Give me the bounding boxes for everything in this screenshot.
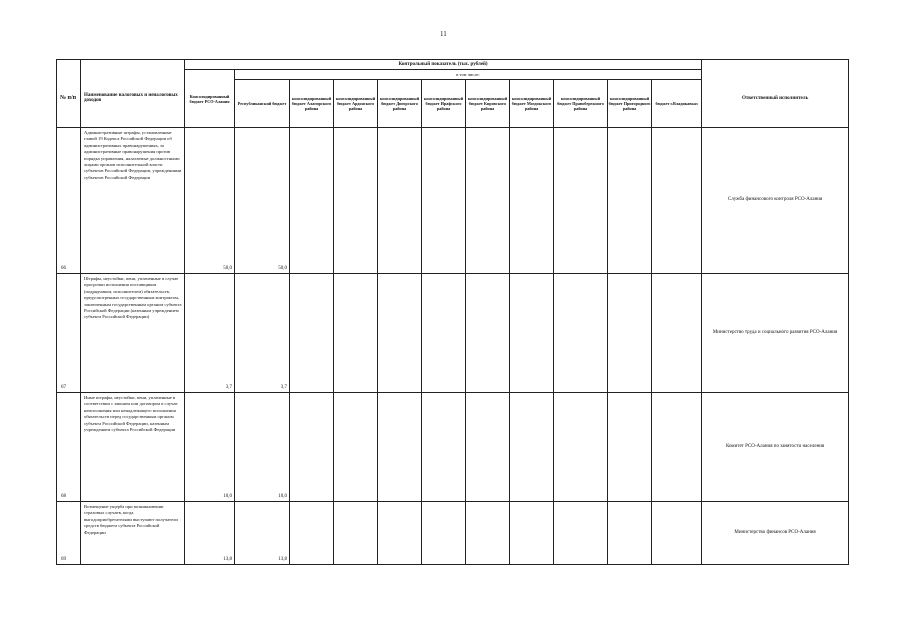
row-consolidated-value: 3,7 — [185, 274, 235, 393]
row-executor: Министерство труда и социального развития РСО-Алания — [702, 274, 849, 393]
table-row — [57, 128, 849, 274]
row-number: 67 — [57, 274, 81, 393]
empty-cell — [290, 393, 334, 502]
empty-cell — [422, 274, 466, 393]
col-prigorod-header: консолидированный бюджет Пригородного района — [608, 80, 652, 128]
empty-cell — [334, 128, 378, 274]
empty-cell — [608, 128, 652, 274]
empty-cell — [554, 502, 608, 565]
col-kirov-header: консолидированный бюджет Кировского района — [466, 80, 510, 128]
empty-cell — [466, 274, 510, 393]
row-number: 66 — [57, 128, 81, 274]
empty-cell — [510, 502, 554, 565]
col-num-header: № п/п — [57, 70, 81, 128]
row-republic-value: 10,0 — [235, 393, 290, 502]
table-row — [57, 274, 849, 393]
page-number: 11 — [440, 30, 447, 38]
row-revenue-name: Иные штрафы, неустойки, пени, уплаченные в соответствии с законом или договором в случае неисполнения или ненадлежащего исполнения обязательств перед государственным органом субъекта Российской Федерации, казенным учреждением субъекта Российской Федерации — [81, 393, 185, 502]
empty-cell — [378, 274, 422, 393]
empty-cell — [290, 502, 334, 565]
empty-cell — [554, 274, 608, 393]
col-num-header-top — [57, 60, 81, 70]
row-consolidated-value: 50,0 — [185, 128, 235, 274]
row-republic-value: 50,0 — [235, 128, 290, 274]
col-exec-header-top — [702, 60, 849, 70]
empty-cell — [510, 393, 554, 502]
col-digor-header: консолидированный бюджет Дигорского района — [378, 80, 422, 128]
col-mozdok-header: консолидированный бюджет Моздокского района — [510, 80, 554, 128]
table-row — [57, 502, 849, 565]
row-consolidated-value: 10,0 — [185, 393, 235, 502]
empty-cell — [608, 393, 652, 502]
empty-cell — [290, 128, 334, 274]
row-republic-value: 13,8 — [235, 502, 290, 565]
col-iraf-header: консолидированный бюджет Ирафского района — [422, 80, 466, 128]
row-number: 69 — [57, 502, 81, 565]
empty-cell — [652, 393, 702, 502]
table-row — [57, 393, 849, 502]
row-consolidated-value: 13,8 — [185, 502, 235, 565]
row-executor: Служба финансового контроля РСО-Алания — [702, 128, 849, 274]
empty-cell — [608, 502, 652, 565]
row-revenue-name: Возмещение ущерба при возникновении страховых случаев, когда выгодоприобретателями выступают получатели средств бюджета субъекта Российской Федерации — [81, 502, 185, 565]
col-consolidated-header: Консолидированный бюджет РСО-Алания — [185, 70, 235, 128]
empty-cell — [466, 393, 510, 502]
col-name-header-top — [81, 60, 185, 70]
row-executor: Комитет РСО-Алания по занятости населения — [702, 393, 849, 502]
empty-cell — [608, 274, 652, 393]
col-ardon-header: консолидированный бюджет Ардонского района — [334, 80, 378, 128]
col-name-header: Наименование налоговых и неналоговых доходов — [81, 70, 185, 128]
row-republic-value: 3,7 — [235, 274, 290, 393]
including-header: в том числе: — [235, 70, 702, 80]
empty-cell — [378, 128, 422, 274]
revenue-table — [56, 59, 849, 565]
col-exec-header: Ответственный исполнитель — [702, 70, 849, 128]
empty-cell — [422, 393, 466, 502]
row-number: 68 — [57, 393, 81, 502]
row-revenue-name: Штрафы, неустойки, пени, уплаченные в случае просрочки исполнения поставщиком (подрядчиком, исполнителем) обязательств, предусмотренных государственным контрактом, заключенным государственным органом субъекта Российской Федерации (казенным учреждением субъекта Российской Федерации) — [81, 274, 185, 393]
empty-cell — [334, 502, 378, 565]
empty-cell — [554, 128, 608, 274]
empty-cell — [466, 128, 510, 274]
col-pravober-header: консолидированный бюджет Правобережного района — [554, 80, 608, 128]
col-republic-header: Республиканский бюджет — [235, 80, 290, 128]
empty-cell — [554, 393, 608, 502]
empty-cell — [378, 393, 422, 502]
empty-cell — [652, 128, 702, 274]
col-vladikavkaz-header: бюджет г.Владикавказ — [652, 80, 702, 128]
empty-cell — [290, 274, 334, 393]
col-alagir-header: консолидированный бюджет Алагирского района — [290, 80, 334, 128]
row-revenue-name: Административные штрафы, установленные главой 19 Кодекса Российской Федерации об административных правонарушениях, за административные правонарушения против порядка управления, налагаемые должностными лицами органов исполнительной власти субъектов Российской Федерации, учреждениями субъектов Российской Федерации — [81, 128, 185, 274]
empty-cell — [334, 274, 378, 393]
empty-cell — [652, 502, 702, 565]
empty-cell — [652, 274, 702, 393]
row-executor: Министерство финансов РСО-Алания — [702, 502, 849, 565]
empty-cell — [378, 502, 422, 565]
empty-cell — [466, 502, 510, 565]
empty-cell — [422, 502, 466, 565]
empty-cell — [422, 128, 466, 274]
empty-cell — [510, 274, 554, 393]
empty-cell — [510, 128, 554, 274]
control-indicator-title: Контрольный показатель (тыс. рублей) — [185, 60, 702, 70]
empty-cell — [334, 393, 378, 502]
